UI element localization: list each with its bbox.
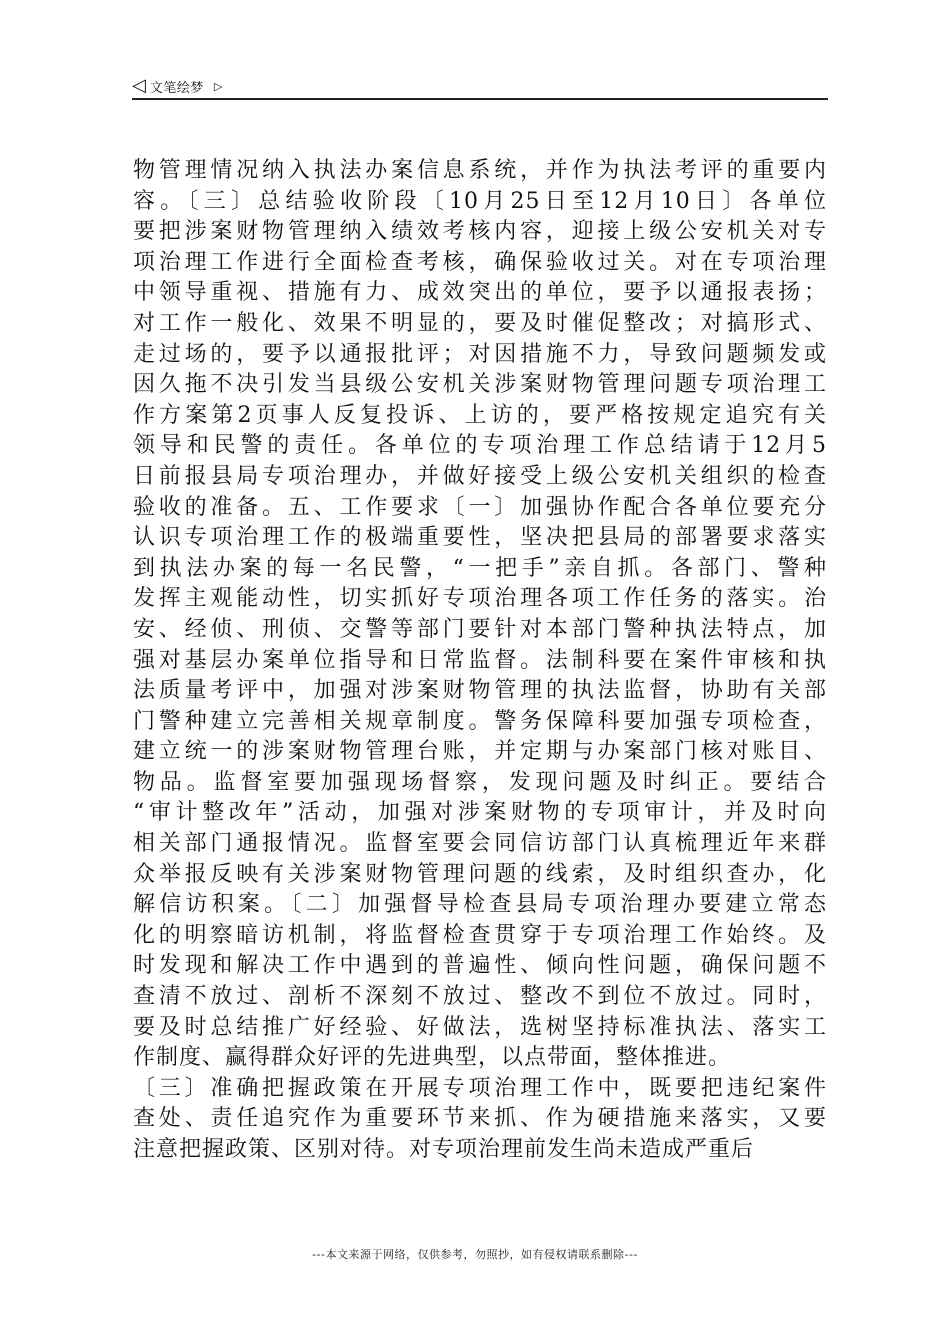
body-line: 作制度、赢得群众好评的先进典型，以点带面，整体推进。 [133, 1045, 732, 1071]
body-line: 众举报反映有关涉案财物管理问题的线索，及时组织查办，化 [133, 861, 827, 887]
body-line: 查处、责任追究作为重要环节来抓、作为硬措施来落实，又要 [133, 1106, 827, 1132]
body-line: 强对基层办案单位指导和日常监督。法制科要在案件审核和执 [133, 647, 827, 673]
right-triangle-icon: ▷ [213, 79, 223, 93]
header-divider [132, 98, 828, 100]
body-line: 化的明察暗访机制，将监督检查贯穿于专项治理工作始终。及 [133, 922, 827, 948]
body-line: 因久拖不决引发当县级公安机关涉案财物管理问题专项治理工 [133, 372, 827, 398]
body-line: 法质量考评中，加强对涉案财物管理的执法监督，协助有关部 [133, 678, 827, 704]
body-line: 中领导重视、措施有力、成效突出的单位，要予以通报表扬； [133, 280, 827, 306]
body-line: 验收的准备。五、工作要求〔一〕加强协作配合各单位要充分 [133, 494, 827, 520]
page-header [132, 74, 828, 98]
body-line: 解信访积案。〔二〕加强督导检查县局专项治理办要建立常态 [133, 892, 827, 918]
body-line: 对工作一般化、效果不明显的，要及时催促整改；对搞形式、 [133, 310, 827, 336]
body-line: 〔三〕准确把握政策在开展专项治理工作中，既要把违纪案件 [133, 1075, 827, 1101]
body-line: 发挥主观能动性，切实抓好专项治理各项工作任务的落实。治 [133, 586, 827, 612]
body-line: 查清不放过、剖析不深刻不放过、整改不到位不放过。同时， [133, 984, 827, 1010]
body-line: 要及时总结推广好经验、好做法，选树坚持标准执法、落实工 [133, 1014, 827, 1040]
body-line: 安、经侦、刑侦、交警等部门要针对本部门警种执法特点，加 [133, 616, 827, 642]
body-line: 容。〔三〕总结验收阶段〔10月25日至12月10日〕各单位 [133, 188, 827, 214]
body-line: 物管理情况纳入执法办案信息系统，并作为执法考评的重要内 [133, 158, 827, 183]
body-line: 项治理工作进行全面检查考核，确保验收过关。对在专项治理 [133, 249, 827, 275]
header-brand: 文笔绘梦 [149, 80, 204, 96]
body-line: 物品。监督室要加强现场督察，发现问题及时纠正。要结合 [133, 769, 827, 795]
left-triangle-icon: ◁ [132, 75, 146, 96]
body-line: 日前报县局专项治理办，并做好接受上级公安机关组织的检查 [133, 463, 827, 489]
body-line: “审计整改年”活动，加强对涉案财物的专项审计，并及时向 [133, 800, 827, 826]
body-line: 到执法办案的每一名民警，“一把手”亲自抓。各部门、警种 [133, 555, 827, 581]
body-line: 作方案第2页事人反复投诉、上访的，要严格按规定追究有关 [133, 402, 827, 428]
document-body [133, 156, 827, 1166]
body-line: 时发现和解决工作中遇到的普遍性、倾向性问题，确保问题不 [133, 953, 827, 979]
body-line: 建立统一的涉案财物管理台账，并定期与办案部门核对账目、 [133, 739, 827, 765]
body-line: 走过场的，要予以通报批评；对因措施不力，导致问题频发或 [133, 341, 827, 367]
body-line: 认识专项治理工作的极端重要性，坚决把县局的部署要求落实 [133, 525, 827, 551]
body-line: 门警种建立完善相关规章制度。警务保障科要加强专项检查， [133, 708, 827, 734]
body-line: 要把涉案财物管理纳入绩效考核内容，迎接上级公安机关对专 [133, 219, 827, 245]
body-line: 注意把握政策、区别对待。对专项治理前发生尚未造成严重后 [133, 1137, 755, 1162]
page-footer: ---本文来源于网络，仅供参考，勿照抄，如有侵权请联系删除--- [312, 1248, 638, 1261]
body-line: 领导和民警的责任。各单位的专项治理工作总结请于12月5 [133, 433, 827, 459]
body-line: 相关部门通报情况。监督室要会同信访部门认真梳理近年来群 [133, 831, 827, 857]
